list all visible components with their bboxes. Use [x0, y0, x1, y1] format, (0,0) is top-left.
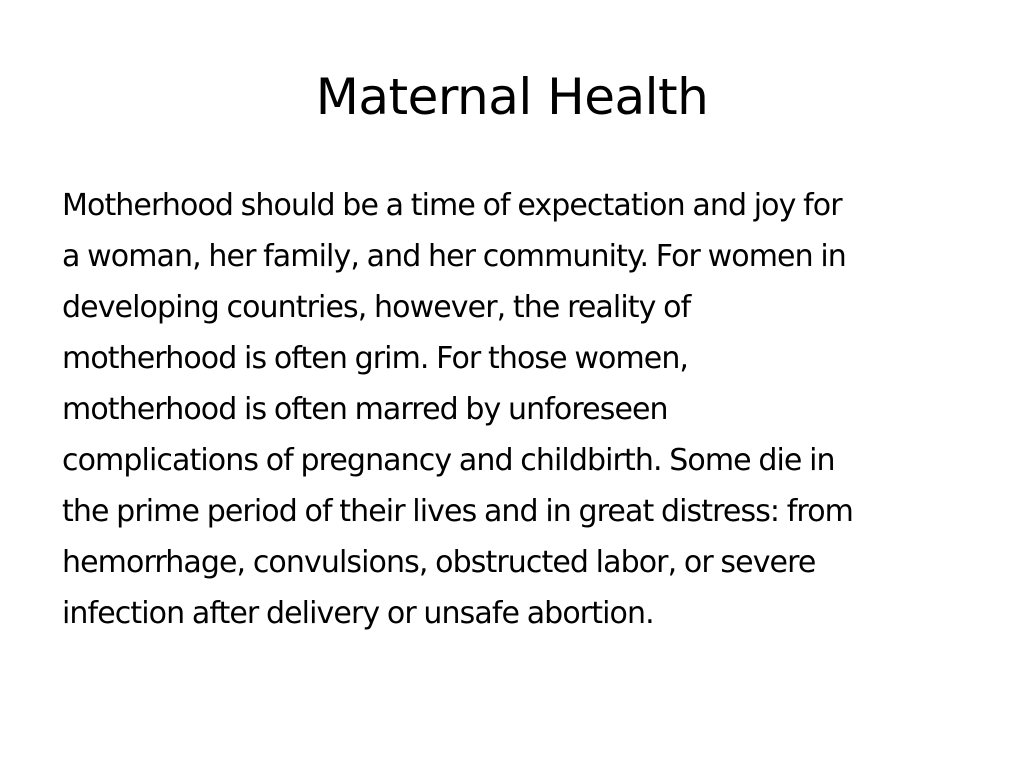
body-line: infection after delivery or unsafe abortion.: [62, 596, 654, 631]
body-line: the prime period of their lives and in great distress: from: [62, 494, 853, 529]
body-line: hemorrhage, convulsions, obstructed labor, or severe: [62, 545, 816, 580]
body-line: motherhood is often marred by unforeseen: [62, 392, 668, 427]
body-line: a woman, her family, and her community. For women in: [62, 239, 846, 274]
body-line: Motherhood should be a time of expectation and joy for: [62, 188, 842, 223]
body-line: complications of pregnancy and childbirth. Some die in: [62, 443, 835, 478]
body-line: motherhood is often grim. For those women,: [62, 341, 689, 376]
slide-title: Maternal Health: [315, 68, 709, 126]
body-line: developing countries, however, the reality of: [62, 290, 691, 325]
slide-body-text: [62, 180, 962, 639]
